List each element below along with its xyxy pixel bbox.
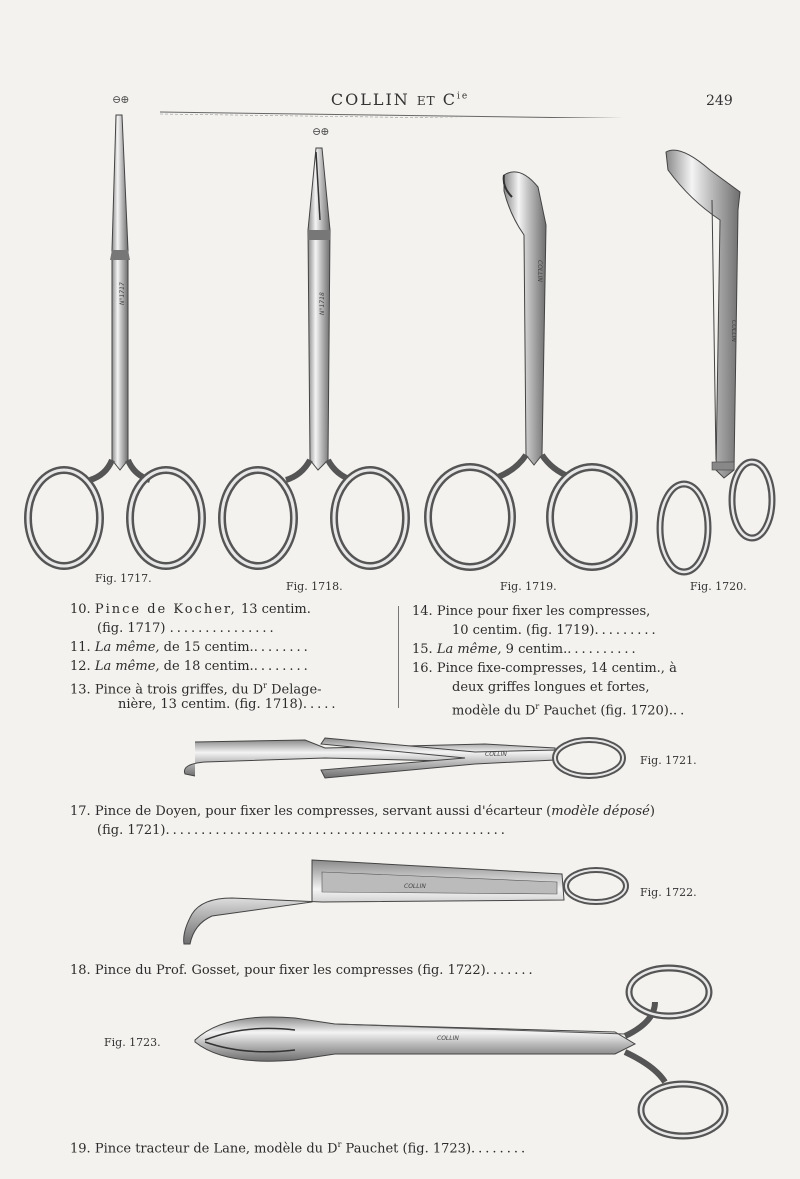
entry-18-text: Pince du Prof. Gosset, pour fixer les compresses (fig. 1722): [94, 963, 486, 978]
forceps-1719-illustration: [420, 165, 650, 580]
entry-15-text: 9 centim.: [505, 642, 568, 657]
engraving-1718: N°1718: [319, 292, 326, 315]
entry-10-dots: ...............: [169, 621, 277, 636]
forceps-1721-illustration: [175, 722, 630, 792]
entry-16-line3-text: modèle du D: [452, 703, 536, 719]
entry-17: [70, 802, 655, 821]
fig-label-1723: Fig. 1723.: [104, 1036, 161, 1049]
entry-13-dots: .....: [302, 697, 339, 712]
entry-17-line2: [97, 821, 508, 840]
entry-11-number: 11.: [70, 640, 91, 655]
fig-label-1722: Fig. 1722.: [640, 886, 697, 899]
entry-16-line2: [452, 678, 649, 697]
entry-10: [70, 600, 311, 619]
engraving-1717: N°1717: [119, 282, 126, 305]
entry-17-number: 17.: [70, 804, 91, 819]
entry-16-line3b: Pauchet (fig. 1720).: [539, 703, 673, 719]
entry-15: [412, 640, 639, 659]
entry-15-dots: ..........: [567, 642, 639, 657]
engraving-1723: COLLIN: [437, 1035, 459, 1042]
entry-13-line2: [118, 695, 339, 714]
entry-17-line1: Pince de Doyen, pour fixer les compresses, servant aussi d'écarteur (: [94, 804, 552, 819]
entry-12-dots: ........: [253, 659, 311, 674]
entry-15-number: 15.: [412, 642, 433, 657]
entry-10-number: 10.: [70, 602, 91, 617]
fig-label-1721: Fig. 1721.: [640, 754, 697, 767]
entry-17-line1b: ): [649, 804, 655, 819]
fig-label-1719: Fig. 1719.: [500, 580, 557, 593]
forceps-1718-illustration: [212, 140, 412, 580]
entry-15-italic: La même,: [436, 642, 502, 657]
entry-16-line2-text: deux griffes longues et fortes,: [452, 680, 650, 695]
engraving-1719: COLLIN: [536, 260, 543, 282]
entry-11: [70, 638, 311, 657]
entry-14-dots: .........: [594, 623, 659, 638]
header-marker-right: ⊖⊕: [312, 125, 329, 138]
header-title-main: COLLIN: [330, 90, 417, 109]
entry-12: [70, 657, 311, 676]
header-title-tail: C: [435, 90, 457, 109]
entry-19-sup: r: [337, 1140, 342, 1149]
header-title-small: ET: [416, 94, 436, 108]
entry-14-number: 14.: [412, 604, 433, 619]
fig-label-1720: Fig. 1720.: [690, 580, 747, 593]
entry-19: [70, 1135, 528, 1158]
entry-10-title: Pince de Kocher,: [94, 602, 237, 617]
entry-16-number: 16.: [412, 661, 433, 676]
entry-16-line3: [452, 697, 687, 720]
entry-14-line2-text: 10 centim. (fig. 1719): [452, 623, 595, 638]
entry-13-sup: r: [263, 681, 267, 690]
entry-19-text: Pince tracteur de Lane, modèle du D: [94, 1141, 338, 1157]
entry-13-line1b: Delage-: [266, 682, 322, 698]
entry-10-ref: (fig. 1717): [97, 621, 166, 636]
entry-16-dots: ..: [672, 703, 688, 719]
page-number: 249: [706, 93, 733, 109]
header-title-sup: ie: [456, 91, 470, 102]
entry-17-line2-text: (fig. 1721): [97, 823, 166, 838]
engraving-1721: COLLIN: [485, 751, 507, 758]
entry-13-line2-text: nière, 13 centim. (fig. 1718): [118, 697, 303, 712]
engraving-1720: COLLIN: [730, 320, 737, 342]
forceps-1720-illustration: [650, 140, 790, 580]
entry-12-italic: La même,: [94, 659, 160, 674]
entry-13-line1: Pince à trois griffes, du D: [94, 682, 264, 698]
entry-16: [412, 659, 677, 678]
forceps-1722-illustration: [172, 852, 634, 954]
entry-16-line1: Pince fixe-compresses, 14 centim., à: [436, 661, 677, 676]
entry-19-number: 19.: [70, 1141, 91, 1157]
header-title: [0, 90, 800, 109]
fig-label-1718: Fig. 1718.: [286, 580, 343, 593]
entry-17-dots: ................................................: [165, 823, 508, 838]
entry-19-textb: Pauchet (fig. 1723): [341, 1141, 472, 1157]
forceps-1717-illustration: [20, 110, 220, 580]
entry-14: [412, 602, 650, 621]
entry-19-dots: ........: [471, 1141, 529, 1157]
entry-11-text: de 15 centim.: [163, 640, 254, 655]
entry-11-italic: La même,: [94, 640, 160, 655]
entry-14-line1: Pince pour fixer les compresses,: [436, 604, 651, 619]
entry-11-dots: ........: [253, 640, 311, 655]
column-divider: [398, 606, 399, 708]
forceps-1723-illustration: [185, 962, 730, 1147]
entry-10-size: 13 centim.: [240, 602, 311, 617]
entry-17-italic: modèle déposé: [551, 804, 650, 819]
entry-10-line2: [97, 619, 277, 638]
header-marker-left: ⊖⊕: [112, 93, 129, 106]
engraving-1722: COLLIN: [404, 883, 426, 890]
fig-label-1717: Fig. 1717.: [95, 572, 152, 585]
entry-12-number: 12.: [70, 659, 91, 674]
entry-18-number: 18.: [70, 963, 91, 978]
entry-12-text: de 18 centim.: [163, 659, 254, 674]
header-rule: [160, 108, 730, 118]
entry-13-number: 13.: [70, 682, 91, 698]
entry-16-sup: r: [535, 702, 540, 711]
entry-14-line2: [452, 621, 659, 640]
entry-18-dots: .......: [485, 963, 536, 978]
